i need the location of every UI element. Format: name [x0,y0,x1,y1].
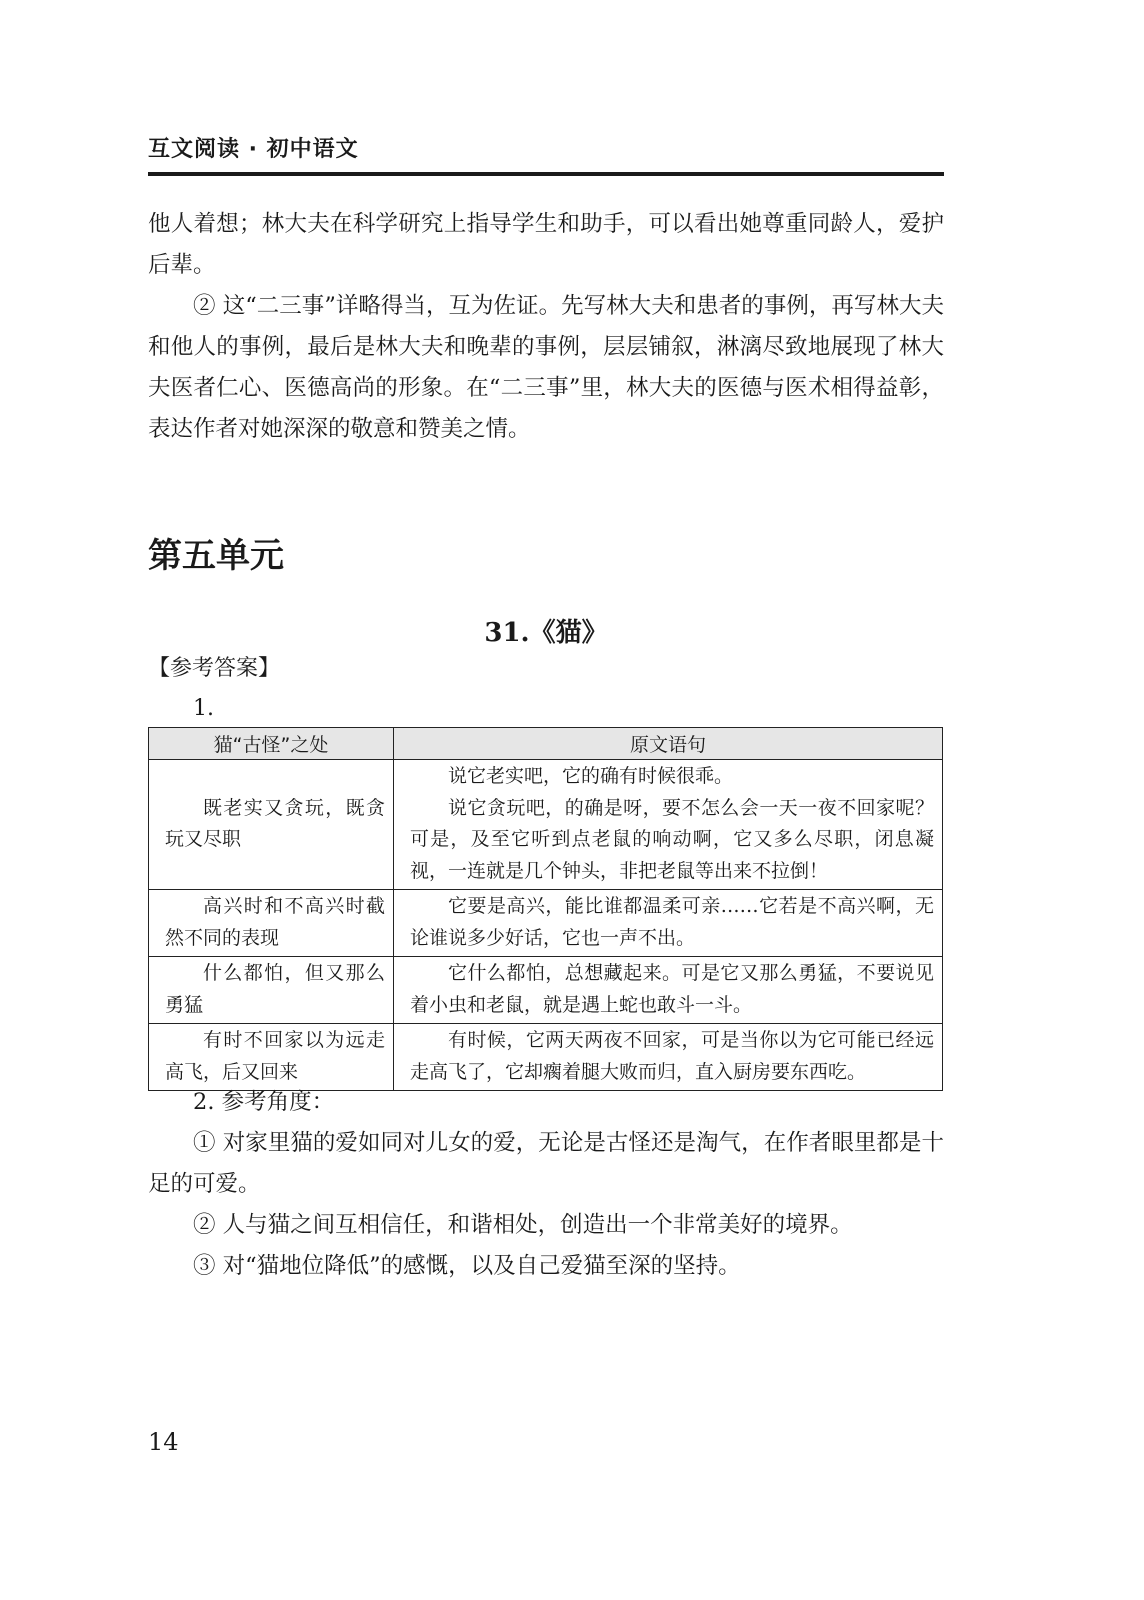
table-cell-feature [149,760,394,890]
feature-text: 高兴时和不高兴时截然不同的表现 [165,895,385,949]
question-2-block [148,1082,944,1287]
feature-text: 有时不回家以为远走高飞，后又回来 [165,1029,385,1083]
question-2-label: 2. 参考角度： [193,1089,335,1115]
table-row [149,890,943,957]
feature-text: 什么都怕，但又那么勇猛 [165,962,385,1016]
table-cell-feature [149,957,394,1024]
unit-title: 第五单元 [148,536,284,576]
question-2-point: ② 人与猫之间互相信任，和谐相处，创造出一个非常美好的境界。 [193,1212,853,1238]
question-1-label: 1. [193,696,214,721]
table-cell-quote [394,760,943,890]
table-row [149,1024,943,1091]
table-header-feature: 猫“古怪”之处 [149,728,394,760]
intro-block [148,204,944,450]
quote-line: 它什么都怕，总想藏起来。可是它又那么勇猛，不要说见着小虫和老鼠，就是遇上蛇也敢斗一斗。 [410,962,934,1016]
section-title: 31.《猫》 [484,618,608,648]
question-2-point: ① 对家里猫的爱如同对儿女的爱，无论是古怪还是淘气，在作者眼里都是十足的可爱。 [148,1130,944,1197]
table-header-row [149,728,943,760]
question-2-point: ③ 对“猫地位降低”的感慨，以及自己爱猫至深的坚持。 [193,1253,741,1279]
quote-line: 说它老实吧，它的确有时候很乖。 [448,765,734,787]
header-rule [148,172,944,176]
table-cell-quote [394,1024,943,1091]
quote-line: 有时候，它两天两夜不回家，可是当你以为它可能已经远走高飞了，它却瘸着腿大败而归，直入厨房要东西吃。 [410,1029,934,1083]
answer-label: 【参考答案】 [148,656,281,681]
running-header: 互文阅读 · 初中语文 [148,137,359,162]
quote-line: 它要是高兴，能比谁都温柔可亲……它若是不高兴啊，无论谁说多少好话，它也一声不出。 [410,895,934,949]
table-cell-feature [149,1024,394,1091]
answer-table [148,727,943,1091]
intro-paragraph-1: 他人着想；林大夫在科学研究上指导学生和助手，可以看出她尊重同龄人，爱护后辈。 [148,211,944,278]
feature-text: 既老实又贪玩，既贪玩又尽职 [165,796,385,850]
table-cell-feature [149,890,394,957]
quote-line: 说它贪玩吧，的确是呀，要不怎么会一天一夜不回家呢？可是，及至它听到点老鼠的响动啊，它又多么尽职，闭息凝视，一连就是几个钟头，非把老鼠等出来不拉倒！ [410,796,934,882]
table-cell-quote [394,890,943,957]
table-header-quote: 原文语句 [394,728,943,760]
table-cell-quote [394,957,943,1024]
table-row [149,760,943,890]
page-number: 14 [148,1428,179,1456]
intro-paragraph-2: ② 这“二三事”详略得当，互为佐证。先写林大夫和患者的事例，再写林大夫和他人的事例，最后是林大夫和晚辈的事例，层层铺叙，淋漓尽致地展现了林大夫医者仁心、医德高尚的形象。在“二三事”里，林大夫的医德与医术相得益彰，表达作者对她深深的敬意和赞美之情。 [148,293,944,442]
table-row [149,957,943,1024]
